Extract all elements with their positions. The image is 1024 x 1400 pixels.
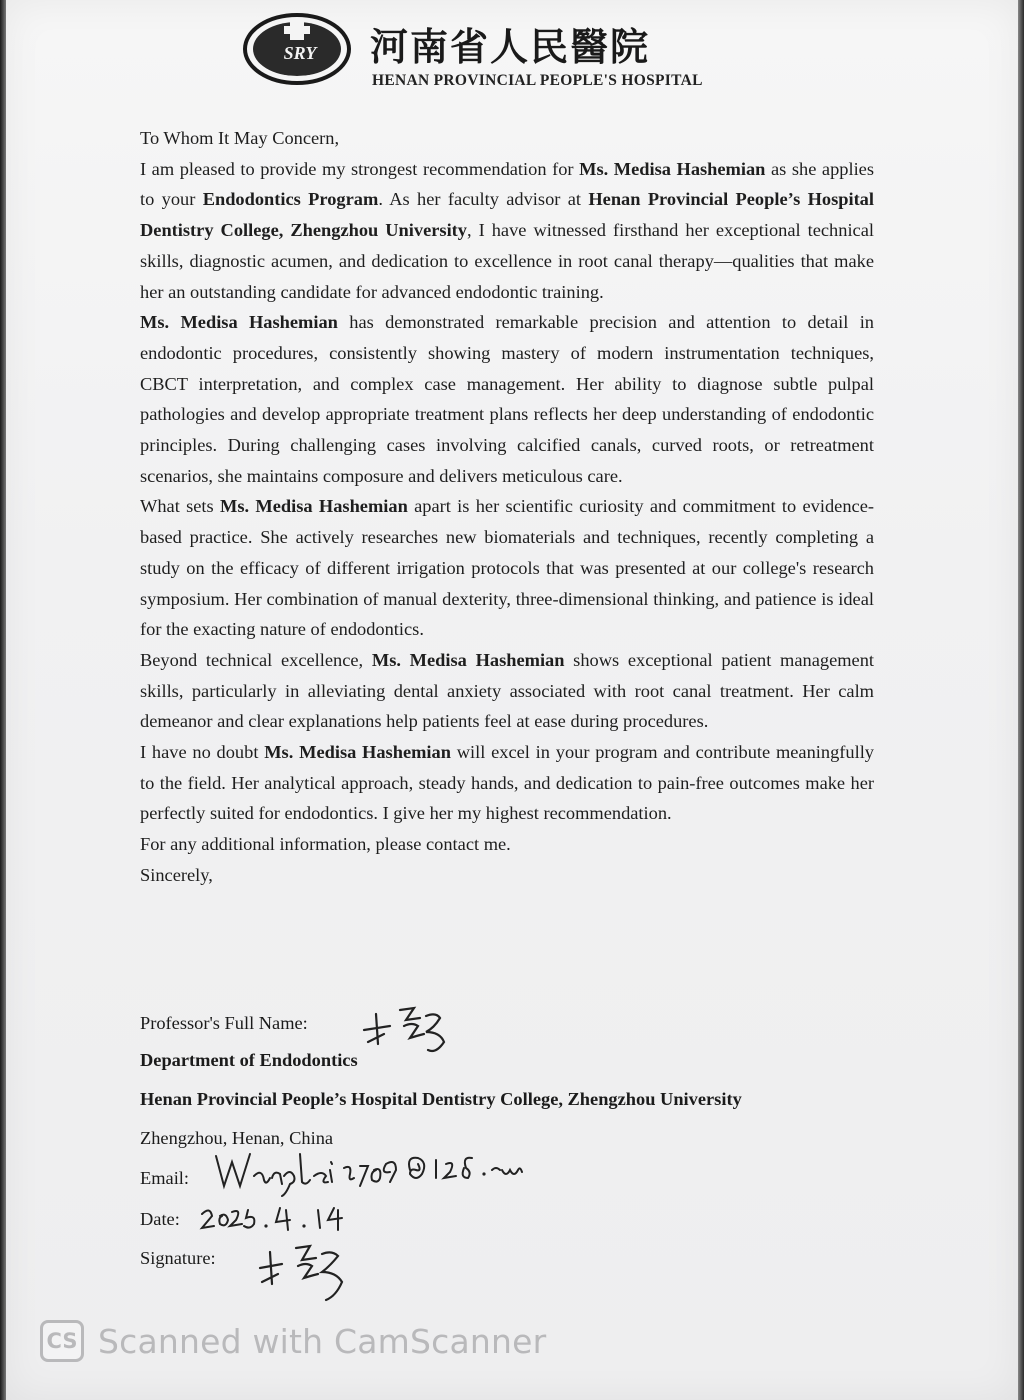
candidate-name: Ms. Medisa Hashemian (371, 649, 565, 670)
paragraph-5 (140, 737, 874, 829)
text: I have no doubt (140, 742, 265, 763)
camscanner-logo-icon: CS (40, 1320, 84, 1362)
date-label: Date: (140, 1209, 180, 1229)
candidate-name: Ms. Medisa Hashemian (140, 312, 338, 333)
text: What sets (140, 496, 220, 517)
scan-edge-right (1018, 0, 1024, 1400)
paragraph-3 (140, 491, 874, 645)
professor-name-label: Professor's Full Name: (140, 1013, 308, 1033)
contact-line: For any additional information, please contact me. (140, 834, 511, 855)
text: will excel in your program and contribute meaningfully to the field. Her analytical approach, steady hands, and dedication to pain-free outcomes make her perfectly suited for endodontics. I give her my highest recommendation. (140, 742, 874, 824)
letterhead (238, 10, 798, 89)
hospital-name-chinese: 河南省人民醫院 (370, 25, 651, 69)
email-label: Email: (140, 1168, 190, 1188)
camscanner-watermark (40, 1316, 546, 1366)
institution-name: Henan Provincial People’s Hospital Dentistry College, Zhengzhou University (140, 189, 874, 241)
paragraph-1 (140, 154, 874, 308)
logo-text: SRY (283, 43, 317, 63)
hospital-name-english: HENAN PROVINCIAL PEOPLE'S HOSPITAL (372, 72, 703, 89)
text: has demonstrated remarkable precision and attention to detail in endodontic procedures, consistently showing mastery of modern instrumentation techniques, CBCT interpretation, and complex case management. Her ability to diagnose subtle pulpal pathologies and develop appropriate treatment plans reflects her deep understanding of endodontic principles. During challenging cases involving calcified canals, curved roots, or retreatment scenarios, she maintains composure and delivers meticulous care. (140, 312, 874, 486)
scan-edge-left (0, 0, 6, 1400)
text: . As her faculty advisor at (378, 189, 589, 210)
paragraph-2 (140, 307, 874, 491)
candidate-name: Ms. Medisa Hashemian (579, 158, 766, 179)
text: Beyond technical excellence, (140, 649, 372, 670)
paragraph-4 (140, 645, 874, 737)
signature-label: Signature: (140, 1248, 216, 1268)
candidate-name: Ms. Medisa Hashemian (220, 496, 408, 517)
text: I am pleased to provide my strongest recommendation for (140, 158, 580, 179)
letter-body (140, 123, 874, 891)
text: , I have witnessed firsthand her exceptional technical skills, diagnostic acumen, and dedication to excellence in root canal therapy—qualities that make her an outstanding candidate for advanced endodontic training. (140, 220, 874, 302)
camscanner-text: Scanned with CamScanner (98, 1321, 547, 1361)
text: shows exceptional patient management skills, particularly in alleviating dental anxiety associated with root canal treatment. Her calm demeanor and clear explanations help patients feel at ease during procedures. (140, 649, 875, 732)
candidate-name: Ms. Medisa Hashemian (264, 742, 451, 763)
sign-off: Sincerely, (140, 864, 213, 885)
institution: Henan Provincial People’s Hospital Dentistry College, Zhengzhou University (140, 1089, 742, 1109)
text: as she applies to your (140, 158, 874, 210)
salutation: To Whom It May Concern, (140, 128, 340, 148)
department: Department of Endodontics (140, 1050, 358, 1070)
text: apart is her scientific curiosity and commitment to evidence-based practice. She actively researches new biomaterials and techniques, recently completing a study on the efficacy of different irrigation protocols that was presented at our college's research symposium. Her combination of manual dexterity, three-dimensional thinking, and patience is ideal for the exacting nature of endodontics. (140, 496, 874, 640)
program-name: Endodontics Program (202, 189, 379, 210)
hospital-logo-icon (242, 12, 352, 86)
location: Zhengzhou, Henan, China (140, 1128, 334, 1148)
